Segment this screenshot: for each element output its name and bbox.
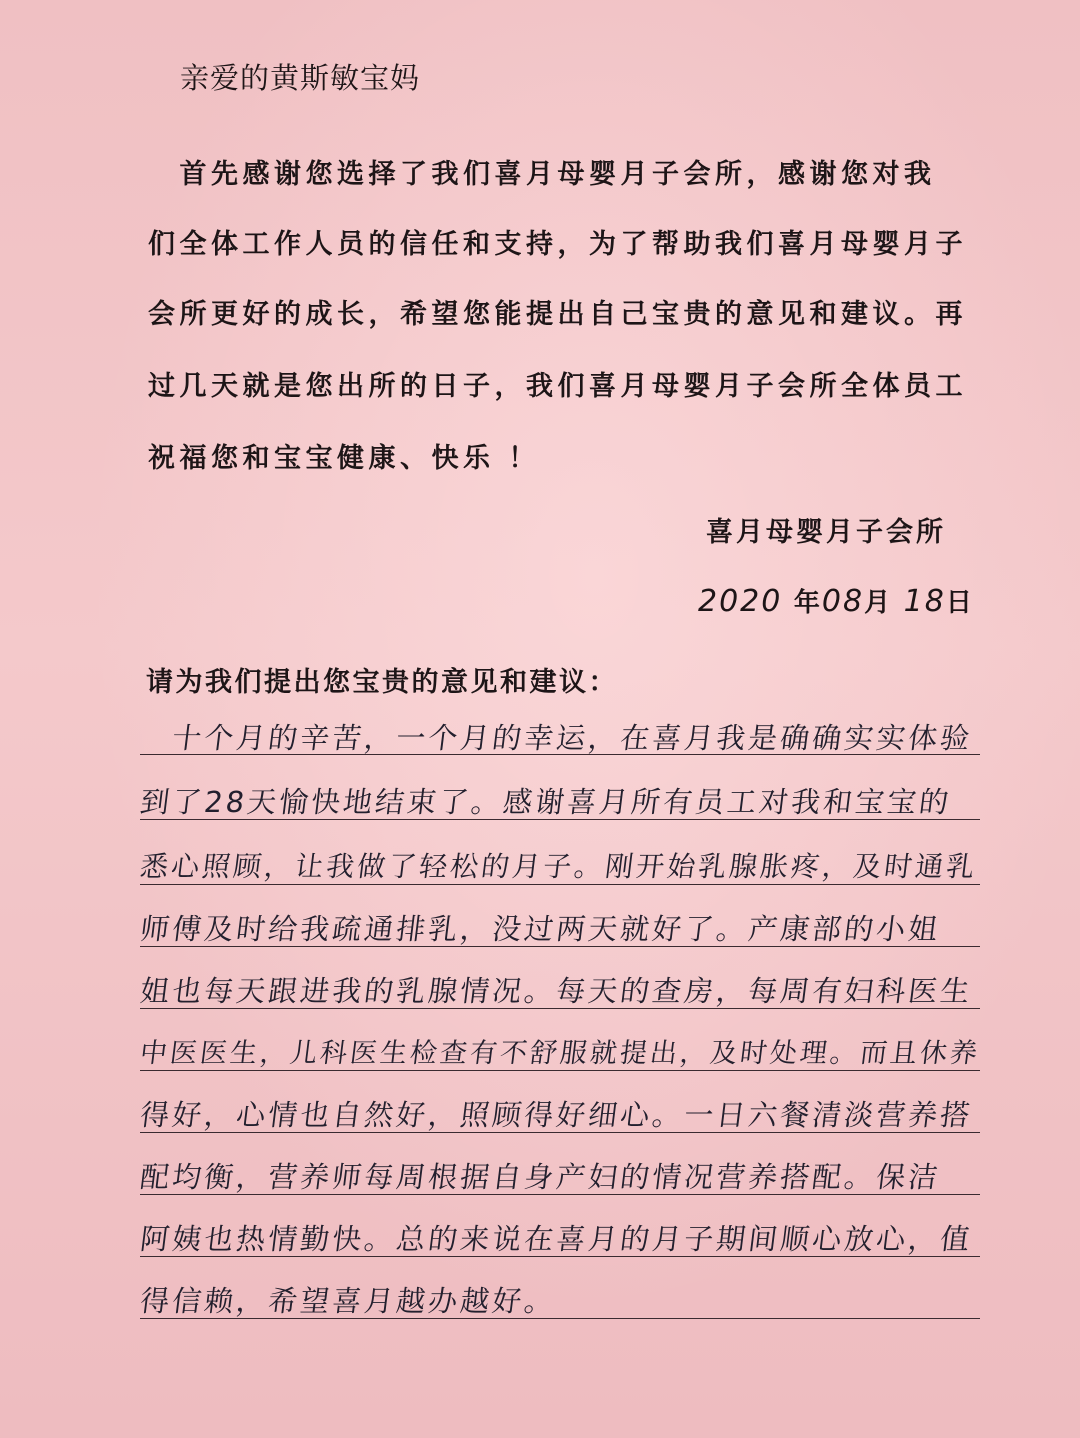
handwritten-line: 得信赖，希望喜月越办越好。 xyxy=(138,1284,559,1318)
letter-body-line: 祝福您和宝宝健康、快乐 ！ xyxy=(148,443,540,474)
date-month: 08 xyxy=(821,584,865,619)
feedback-prompt: 请为我们提出您宝贵的意见和建议： xyxy=(146,667,618,698)
handwritten-line: 配均衡，营养师每周根据自身产妇的情况营养搭配。保洁 xyxy=(138,1160,943,1194)
handwritten-line: 阿姨也热情勤快。总的来说在喜月的月子期间顺心放心，值 xyxy=(138,1222,975,1256)
letter-body-line: 会所更好的成长，希望您能提出自己宝贵的意见和建议。再 xyxy=(148,299,967,330)
handwritten-line: 十个月的辛苦，一个月的幸运，在喜月我是确确实实体验 xyxy=(138,721,975,755)
handwritten-line: 得好，心情也自然好，照顾得好细心。一日六餐清淡营养搭 xyxy=(138,1098,975,1132)
letter-signature: 喜月母婴月子会所 xyxy=(706,517,946,548)
date-day: 18 xyxy=(903,584,946,619)
writing-rule xyxy=(140,1070,980,1071)
handwritten-line: 姐也每天跟进我的乳腺情况。每天的查房，每周有妇科医生 xyxy=(138,974,975,1008)
letter-date xyxy=(698,582,974,619)
letter-greeting: 亲爱的黄斯敏宝妈 xyxy=(180,61,421,95)
date-month-unit: 月 xyxy=(864,588,893,618)
handwritten-line: 悉心照顾，让我做了轻松的月子。刚开始乳腺胀疼，及时通乳 xyxy=(138,850,980,883)
handwritten-line: 到了28天愉快地结束了。感谢喜月所有员工对我和宝宝的 xyxy=(138,785,954,819)
date-year: 2020 xyxy=(698,584,783,619)
handwritten-line: 师傅及时给我疏通排乳，没过两天就好了。产康部的小姐 xyxy=(138,912,943,946)
letter-body-line: 首先感谢您选择了我们喜月母婴月子会所，感谢您对我 xyxy=(148,159,936,190)
handwritten-line: 中医医生，儿科医生检查有不舒服就提出，及时处理。而且休养 xyxy=(138,1038,982,1069)
letter-body-line: 们全体工作人员的信任和支持，为了帮助我们喜月母婴月子 xyxy=(148,229,967,260)
date-day-unit: 日 xyxy=(945,588,974,618)
letter-body-line: 过几天就是您出所的日子，我们喜月母婴月子会所全体员工 xyxy=(148,371,967,402)
date-year-unit: 年 xyxy=(793,588,822,618)
